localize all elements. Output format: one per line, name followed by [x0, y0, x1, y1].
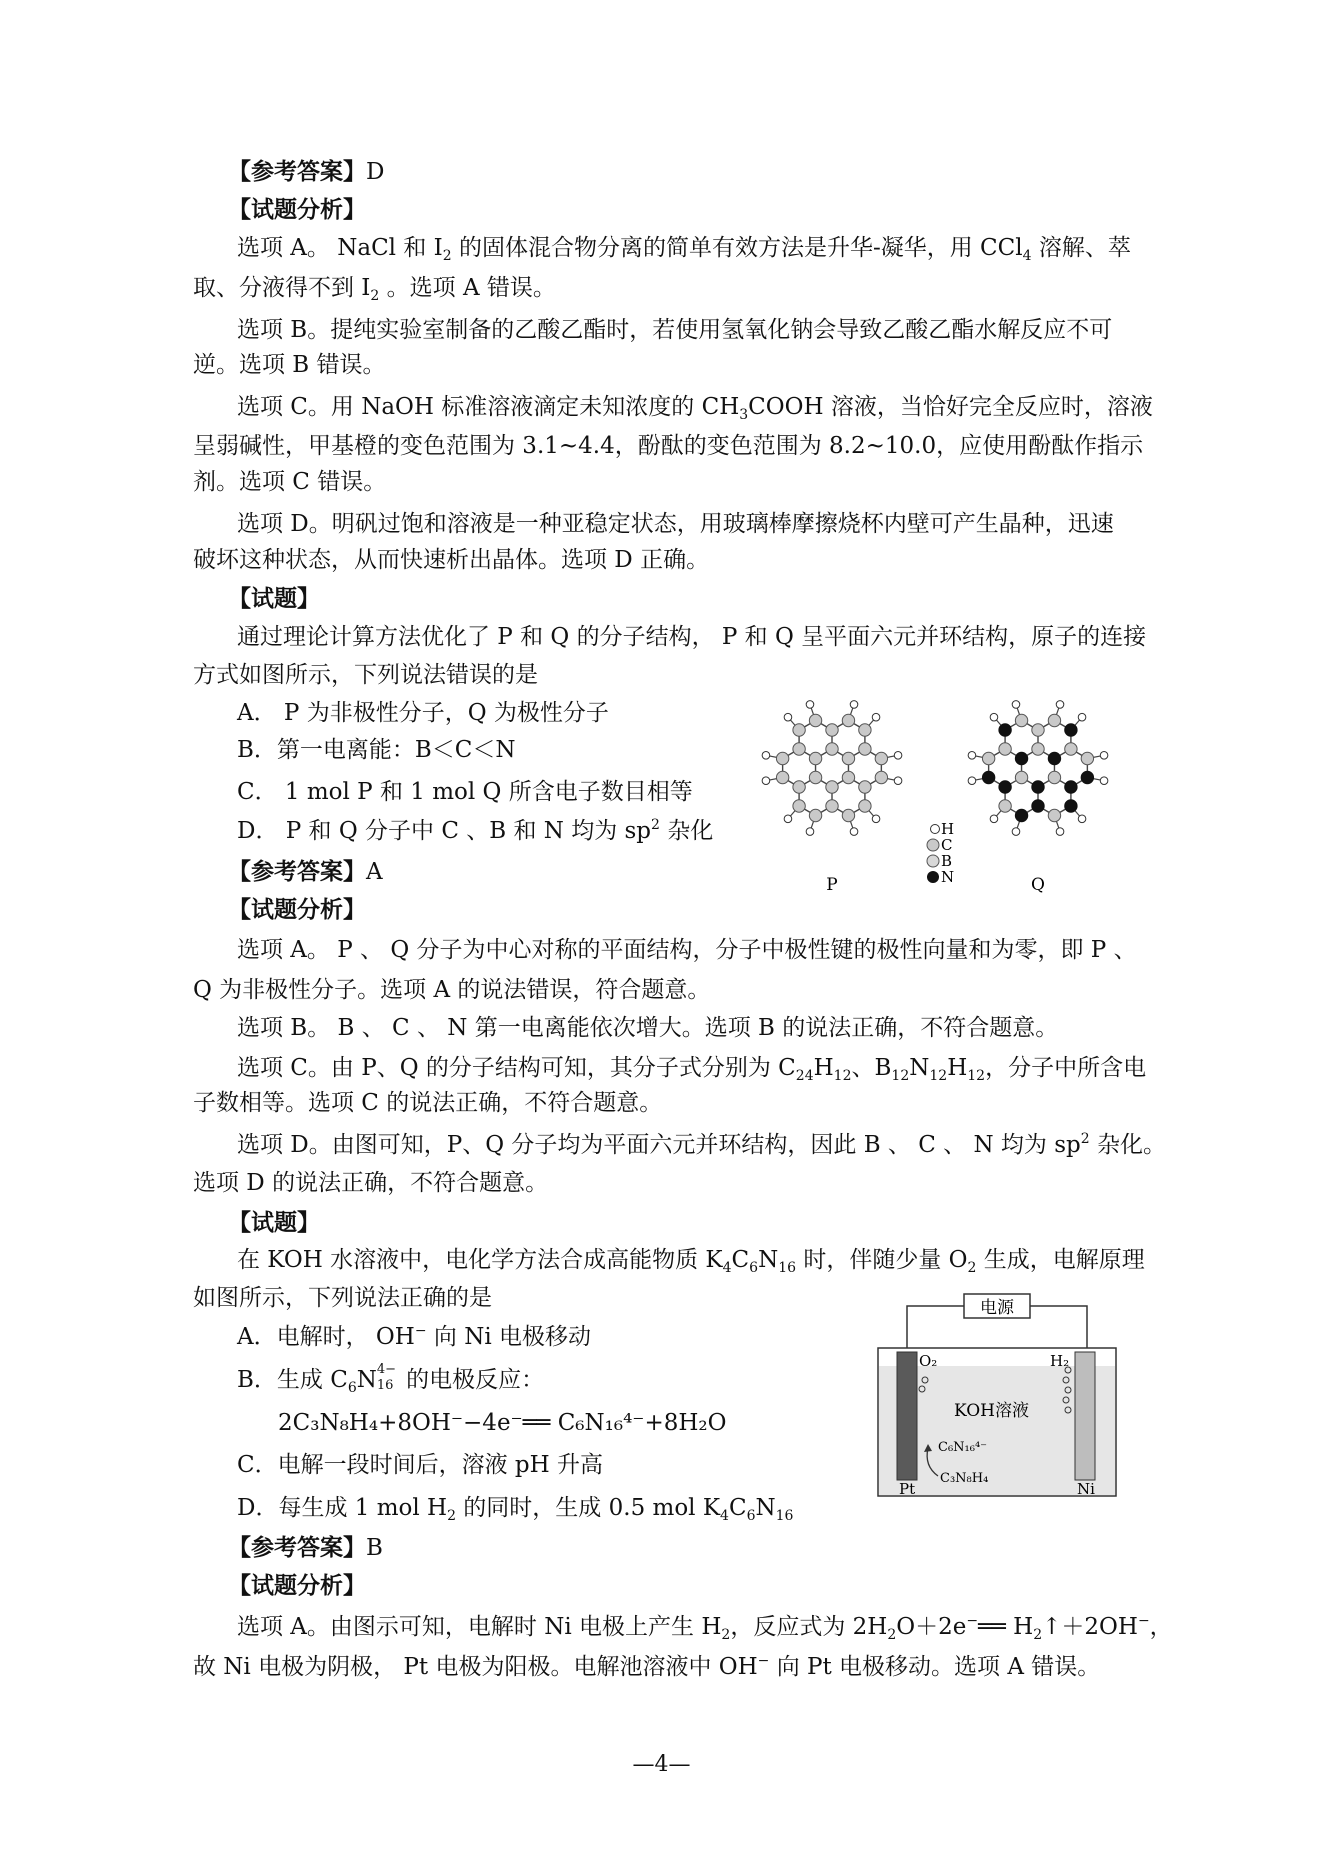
analysis-line: 选项 A。由图示可知，电解时 Ni 电极上产生 $H_2$，反应式为 $2H_2O+2e^-══$ $H_2↑+2OH^-$，: [237, 1613, 1173, 1643]
atom-h: [850, 828, 858, 836]
analysis-line: 故 Ni 电极为阴极， Pt 电极为阳极。电解池溶液中 OH− 向 Pt 电极移动。选项 A 错误。: [193, 1653, 1101, 1680]
atom-c: [776, 752, 788, 764]
answer-heading: 【参考答案】D: [228, 158, 385, 185]
atom-c: [826, 743, 838, 755]
atom-c: [826, 724, 838, 736]
analysis-line: 逆。选项 B 错误。: [193, 352, 386, 378]
analysis-line: Q 为非极性分子。选项 A 的说法错误，符合题意。: [193, 977, 711, 1003]
legend-c-dot: [927, 839, 939, 851]
analysis-line: 选项 A。 NaCl 和 $I_2$ 的固体混合物分离的简单有效方法是升华-凝华，用 CCl$_4$ 溶解、萃: [237, 235, 1131, 264]
atom-h: [1012, 828, 1020, 836]
answer-heading: 【参考答案】A: [228, 858, 383, 885]
atom-c: [809, 771, 821, 783]
option-d: D． P 和 Q 分子中 C 、B 和 N 均为 $sp^2$ 杂化: [237, 817, 714, 844]
page-number: —4—: [632, 1752, 691, 1777]
ni-label: Ni: [1077, 1480, 1095, 1498]
atom-c: [875, 771, 887, 783]
atom-b: [1032, 743, 1044, 755]
atom-c: [859, 800, 871, 812]
analysis-line: 破坏这种状态，从而快速析出晶体。选项 D 正确。: [193, 547, 710, 573]
atom-n: [1065, 781, 1077, 793]
label-P: P: [826, 875, 838, 895]
atom-b: [1048, 714, 1060, 726]
atom-h: [894, 751, 902, 759]
anion-label: C₆N₁₆⁴⁻: [938, 1440, 988, 1455]
analysis-line: 选项 C。用 NaOH 标准溶液滴定未知浓度的 $CH_3COOH$ 溶液，当恰好完全反应时，溶液: [237, 394, 1153, 423]
atom-c: [809, 809, 821, 821]
analysis-line: 选项 A。 P 、 Q 分子为中心对称的平面结构，分子中极性键的极性向量和为零，即 P 、: [237, 937, 1137, 963]
legend-n-dot: [927, 871, 939, 883]
analysis-heading: 【试题分析】: [228, 896, 366, 923]
atom-b: [1015, 771, 1027, 783]
atom-h: [1056, 701, 1064, 709]
molecule-P: [762, 701, 902, 836]
atom-c: [809, 752, 821, 764]
equation: 2C₃N₈H₄+8OH⁻−4e⁻══ C₆N₁₆⁴⁻+8H₂O: [278, 1410, 727, 1436]
answer-heading: 【参考答案】B: [228, 1534, 383, 1561]
analysis-line: 选项 C。由 P、Q 的分子结构可知，其分子式分别为 $C_{24}H_{12}$、$B_{12}N_{12}H_{12}$，分子中所含电: [237, 1055, 1147, 1084]
question-stem: 在 KOH 水溶液中，电化学方法合成高能物质 $K_4C_6N_{16}$ 时，伴随少量 $O_2$ 生成，电解原理: [237, 1247, 1145, 1276]
atom-n: [1065, 800, 1077, 812]
atom-c: [842, 714, 854, 726]
koh-label: KOH溶液: [954, 1401, 1030, 1421]
atom-h: [1100, 751, 1108, 759]
legend-c: C: [941, 836, 953, 854]
atom-b: [1048, 771, 1060, 783]
legend-h: H: [941, 820, 955, 838]
legend-h-dot: [931, 825, 940, 834]
atom-n: [999, 724, 1011, 736]
question-stem: 如图所示，下列说法正确的是: [193, 1285, 492, 1311]
atom-c: [793, 800, 805, 812]
analysis-line: 呈弱碱性，甲基橙的变色范围为 3.1~4.4，酚酞的变色范围为 8.2~10.0，应使用酚酞作指示: [193, 433, 1144, 459]
atom-h: [850, 701, 858, 709]
charge-sup: 4−: [376, 1362, 397, 1377]
question-stem: 通过理论计算方法优化了 P 和 Q 的分子结构， P 和 Q 呈平面六元并环结构，原子的连接: [237, 624, 1147, 650]
atom-c: [809, 714, 821, 726]
atom-c: [859, 781, 871, 793]
option-a: A．电解时， OH− 向 Ni 电极移动: [237, 1323, 591, 1350]
analysis-line: 选项 D。由图可知，P、Q 分子均为平面六元并环结构，因此 B 、 C 、 N 均为 $sp^2$ 杂化。: [237, 1131, 1166, 1158]
atom-h: [968, 751, 976, 759]
atom-b: [999, 800, 1011, 812]
h2-label: H₂: [1050, 1352, 1070, 1370]
atom-b: [999, 743, 1011, 755]
analysis-line: 剂。选项 C 错误。: [193, 469, 387, 495]
ni-electrode: [1075, 1352, 1095, 1480]
question-heading: 【试题】: [228, 1209, 320, 1236]
atom-b: [982, 752, 994, 764]
molecule-Q: [968, 701, 1108, 836]
atom-h: [806, 828, 814, 836]
pt-label: Pt: [899, 1480, 916, 1498]
legend-b-dot: [927, 855, 939, 867]
atom-h: [1078, 713, 1086, 721]
atom-c: [859, 724, 871, 736]
atom-n: [1015, 752, 1027, 764]
option-c: C．电解一段时间后，溶液 pH 升高: [237, 1452, 604, 1478]
atom-c: [826, 781, 838, 793]
atom-b: [1032, 724, 1044, 736]
atom-c: [859, 743, 871, 755]
atom-n: [1032, 800, 1044, 812]
atom-b: [1081, 752, 1093, 764]
atom-h: [1012, 701, 1020, 709]
atom-h: [762, 751, 770, 759]
reactant-label: C₃N₈H₄: [940, 1471, 989, 1486]
atom-h: [968, 777, 976, 785]
atom-h: [872, 713, 880, 721]
electrolysis-figure: [872, 1290, 1122, 1500]
atom-h: [784, 713, 792, 721]
legend: [927, 820, 954, 886]
atom-n: [1015, 809, 1027, 821]
atom-n: [1081, 771, 1093, 783]
atom-n: [999, 781, 1011, 793]
atom-c: [842, 809, 854, 821]
legend-n: N: [941, 868, 955, 886]
atom-n: [982, 771, 994, 783]
option-b: B．第一电离能：B＜C＜N: [237, 737, 516, 763]
wire-right: [1030, 1306, 1087, 1354]
count-sub: 16: [376, 1378, 394, 1393]
atom-c: [875, 752, 887, 764]
analysis-line: 选项 B。提纯实验室制备的乙酸乙酯时，若使用氢氧化钠会导致乙酸乙酯水解反应不可: [237, 317, 1113, 343]
atom-n: [1048, 752, 1060, 764]
atom-h: [784, 815, 792, 823]
option-b: B．生成 $C_6N$ 4− 16 的电极反应：: [237, 1362, 545, 1396]
atom-b: [1065, 743, 1077, 755]
wire-left: [907, 1306, 964, 1354]
power-source-label: 电源: [980, 1298, 1014, 1318]
question-heading: 【试题】: [228, 585, 320, 612]
analysis-line: 选项 D 的说法正确，不符合题意。: [193, 1170, 549, 1196]
analysis-line: 选项 D。明矾过饱和溶液是一种亚稳定状态，用玻璃棒摩擦烧杯内壁可产生晶种，迅速: [237, 511, 1114, 537]
atom-b: [1015, 714, 1027, 726]
label-Q: Q: [1031, 875, 1045, 895]
pt-electrode: [897, 1352, 917, 1480]
atom-c: [793, 743, 805, 755]
analysis-line: 取、分液得不到 $I_2$ 。选项 A 错误。: [193, 275, 556, 304]
legend-b: B: [941, 852, 953, 870]
analysis-heading: 【试题分析】: [228, 196, 366, 223]
atom-c: [842, 771, 854, 783]
atom-c: [842, 752, 854, 764]
atom-n: [1065, 724, 1077, 736]
analysis-line: 选项 B。 B 、 C 、 N 第一电离能依次增大。选项 B 的说法正确，不符合题意。: [237, 1015, 1059, 1041]
atom-c: [776, 771, 788, 783]
question-stem: 方式如图所示，下列说法错误的是: [193, 662, 538, 688]
atom-h: [990, 713, 998, 721]
atom-c: [793, 781, 805, 793]
atom-c: [826, 800, 838, 812]
atom-b: [1048, 809, 1060, 821]
option-d: D．每生成 1 mol $H_2$ 的同时，生成 0.5 mol $K_4C_6N_{16}$: [237, 1495, 794, 1524]
option-c: C． 1 mol P 和 1 mol Q 所含电子数目相等: [237, 779, 693, 805]
atom-c: [793, 724, 805, 736]
molecule-figure: [740, 672, 1140, 902]
atom-h: [1056, 828, 1064, 836]
atom-n: [1032, 781, 1044, 793]
analysis-heading: 【试题分析】: [228, 1572, 366, 1599]
option-a: A． P 为非极性分子，Q 为极性分子: [237, 700, 609, 726]
atom-h: [872, 815, 880, 823]
atom-h: [1100, 777, 1108, 785]
atom-h: [762, 777, 770, 785]
atom-h: [806, 701, 814, 709]
atom-h: [1078, 815, 1086, 823]
analysis-line: 子数相等。选项 C 的说法正确，不符合题意。: [193, 1090, 663, 1116]
atom-h: [990, 815, 998, 823]
atom-h: [894, 777, 902, 785]
o2-label: O₂: [919, 1352, 938, 1370]
